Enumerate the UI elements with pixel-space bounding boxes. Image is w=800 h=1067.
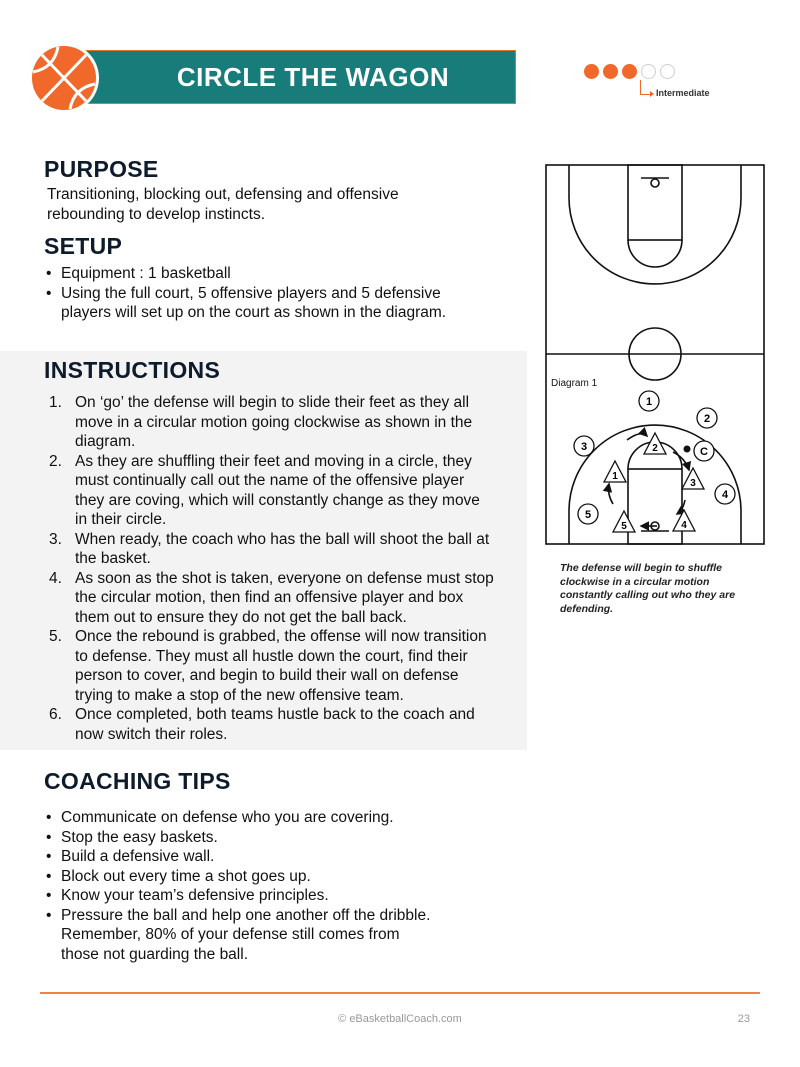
- purpose-text: [47, 185, 399, 224]
- footer-divider: [40, 992, 760, 994]
- list-item: • Equipment : 1 basketball: [44, 264, 504, 284]
- defense-player-4: [673, 510, 695, 531]
- list-item: 6. Once completed, both teams hustle back to the coach and now switch their roles.: [49, 706, 475, 743]
- offense-player-3: [574, 436, 594, 456]
- basketball-icon: [28, 42, 100, 114]
- svg-text:2: 2: [703, 413, 711, 425]
- list-item: • Communicate on defense who you are covering.: [44, 808, 514, 828]
- level-dot-filled: [584, 64, 599, 79]
- coaching-tips-list: [44, 808, 514, 964]
- list-item: 3. When ready, the coach who has the ball will shoot the ball at the basket.: [49, 530, 490, 567]
- svg-text:3: 3: [690, 478, 696, 489]
- level-dot-filled: [622, 64, 637, 79]
- setup-heading: SETUP: [44, 233, 123, 259]
- offense-player-1: [639, 391, 659, 411]
- level-dot-empty: [641, 64, 656, 79]
- list-item: 1. On ‘go’ the defense will begin to slide their feet as they all move in a circular motion going clockwise as shown in the diagram.: [49, 394, 473, 450]
- difficulty-label: Intermediate: [656, 88, 710, 98]
- list-item: 4. As soon as the shot is taken, everyone on defense must stop the circular motion, then find an offensive player and box them out to ensure they do not get the ball back.: [49, 569, 494, 626]
- list-item: 2. As they are shuffling their feet and moving in a circle, they must continually call out the name of the offensive player they are coving, which will constantly change as they move in their circle.: [49, 452, 480, 528]
- instructions-heading: INSTRUCTIONS: [44, 357, 221, 383]
- ball-icon: [684, 446, 691, 453]
- offense-player-4: [715, 484, 735, 504]
- page-number: 23: [737, 1013, 750, 1025]
- level-dot-filled: [603, 64, 618, 79]
- drill-title: CIRCLE THE WAGON: [176, 61, 450, 92]
- defense-player-5: [613, 511, 635, 532]
- setup-list: [44, 264, 504, 323]
- level-dot-empty: [660, 64, 675, 79]
- svg-text:4: 4: [681, 520, 687, 531]
- movement-arrow: [609, 484, 614, 504]
- movement-arrow: [627, 434, 647, 440]
- drill-title-bar: [74, 50, 516, 104]
- list-item: • Know your team’s defensive principles.: [44, 886, 514, 906]
- purpose-heading: PURPOSE: [44, 156, 159, 182]
- level-arrow-icon: [650, 91, 654, 97]
- defense-player-1: [604, 461, 626, 482]
- offense-player-5: [578, 504, 598, 524]
- defense-player-3: [682, 468, 704, 489]
- bottom-paint: [628, 469, 682, 544]
- list-item: 5. Once the rebound is grabbed, the offense will now transition to defense. They must all hustle down the court, find their person to cover, and begin to build their wall on defense trying to make a stop of the new offensive team.: [49, 628, 487, 704]
- list-item: • Stop the easy baskets.: [44, 828, 514, 848]
- svg-text:5: 5: [584, 509, 592, 521]
- top-paint: [628, 165, 682, 240]
- offense-player-2: [697, 408, 717, 428]
- instructions-list: [44, 393, 516, 744]
- diagram-label: Diagram 1: [551, 378, 598, 389]
- svg-text:2: 2: [652, 443, 658, 454]
- list-item: • Block out every time a shot goes up.: [44, 867, 514, 887]
- top-hoop: [651, 179, 659, 187]
- list-item: • Pressure the ball and help one another off the dribble. Remember, 80% of your defense still comes from those not guarding the ball.: [44, 906, 514, 965]
- svg-text:C: C: [700, 446, 708, 458]
- footer-copyright: © eBasketballCoach.com: [338, 1013, 462, 1025]
- list-item: • Using the full court, 5 offensive players and 5 defensive players will set up on the court as shown in the diagram.: [44, 284, 504, 323]
- svg-text:5: 5: [621, 521, 627, 532]
- list-item: • Build a defensive wall.: [44, 847, 514, 867]
- difficulty-indicator: [584, 62, 724, 102]
- top-free-throw-arc: [628, 240, 682, 267]
- court-diagram: [545, 164, 765, 545]
- purpose-line: Transitioning, blocking out, defensing and offensive: [47, 186, 399, 203]
- top-three-point-line: [569, 165, 741, 284]
- diagram-caption: The defense will begin to shuffle clockwise in a circular motion constantly calling out who they are defending.: [560, 562, 736, 615]
- svg-text:1: 1: [645, 396, 653, 408]
- coach-marker: [694, 441, 714, 461]
- svg-text:3: 3: [580, 441, 588, 453]
- svg-text:1: 1: [612, 471, 618, 482]
- svg-text:4: 4: [721, 489, 729, 501]
- coaching-tips-heading: COACHING TIPS: [44, 768, 231, 794]
- purpose-line: rebounding to develop instincts.: [47, 205, 266, 223]
